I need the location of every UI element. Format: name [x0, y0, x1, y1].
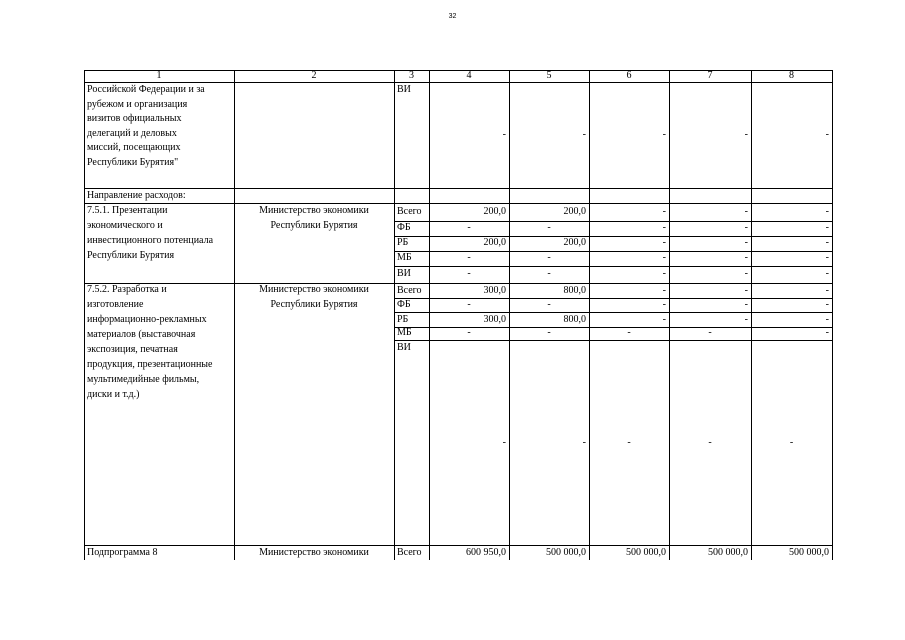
value-cell: - [708, 437, 712, 448]
value-cell: - [627, 437, 631, 448]
row-description-line: Подпрограмма 8 [87, 547, 158, 558]
value-cell: 300,0 [483, 314, 506, 325]
value-cell: 600 950,0 [466, 547, 506, 558]
row-description-line: диски и т.д.) [87, 389, 140, 400]
grid-line [394, 70, 395, 560]
column-header: 5 [546, 70, 552, 81]
grid-line [84, 70, 85, 560]
value-cell: - [744, 285, 748, 296]
value-cell: - [825, 327, 829, 338]
value-cell: - [662, 299, 666, 310]
funding-source: Всего [397, 206, 422, 217]
value-cell: - [744, 252, 748, 263]
value-cell: - [547, 299, 551, 310]
value-cell: - [825, 314, 829, 325]
value-cell: - [467, 268, 471, 279]
value-cell: - [582, 437, 586, 448]
row-description-line: материалов (выставочная [87, 329, 196, 340]
funding-source: ВИ [397, 84, 411, 95]
section-label: Направление расходов: [87, 190, 186, 201]
responsible-executor: Министерство экономики [259, 547, 369, 558]
row-description-line: экономического и [87, 220, 163, 231]
value-cell: - [547, 222, 551, 233]
value-cell: - [825, 222, 829, 233]
grid-line [832, 70, 833, 560]
row-description-line: изготовление [87, 299, 144, 310]
value-cell: - [467, 327, 471, 338]
value-cell: - [662, 314, 666, 325]
value-cell: - [662, 268, 666, 279]
funding-source: ФБ [397, 299, 411, 310]
row-description-line: Республики Бурятия [87, 250, 175, 261]
grid-line [84, 188, 833, 189]
responsible-executor: Министерство экономики [259, 284, 369, 295]
value-cell: 200,0 [483, 206, 506, 217]
value-cell: - [825, 285, 829, 296]
row-description-line: 7.5.2. Разработка и [87, 284, 167, 295]
responsible-executor: Республики Бурятия [270, 299, 358, 310]
responsible-executor: Республики Бурятия [270, 220, 358, 231]
row-description-line: миссий, посещающих [87, 142, 181, 154]
column-header: 6 [626, 70, 632, 81]
value-cell: 500 000,0 [789, 547, 829, 558]
value-cell: - [547, 252, 551, 263]
row-description-line: мультимедийные фильмы, [87, 374, 200, 385]
column-header: 2 [311, 70, 317, 81]
value-cell: - [825, 237, 829, 248]
value-cell: - [744, 237, 748, 248]
value-cell: 800,0 [563, 285, 586, 296]
value-cell: 200,0 [563, 237, 586, 248]
row-description-line: инвестиционного потенциала [87, 235, 214, 246]
value-cell: - [825, 252, 829, 263]
column-header: 8 [789, 70, 794, 81]
value-cell: - [467, 299, 471, 310]
value-cell: 500 000,0 [626, 547, 666, 558]
row-description-line: продукция, презентационные [87, 359, 213, 370]
value-cell: - [744, 129, 748, 140]
funding-source: Всего [397, 547, 422, 558]
value-cell: - [744, 268, 748, 279]
value-cell: - [708, 327, 712, 338]
value-cell: - [467, 222, 471, 233]
value-cell: 800,0 [563, 314, 586, 325]
value-cell: - [744, 206, 748, 217]
funding-source: МБ [397, 327, 412, 338]
row-description-line: рубежом и организация [87, 98, 188, 110]
value-cell: 300,0 [483, 285, 506, 296]
value-cell: - [502, 437, 506, 448]
value-cell: - [662, 222, 666, 233]
value-cell: - [825, 206, 829, 217]
budget-table [84, 70, 833, 560]
funding-source: РБ [397, 314, 409, 325]
funding-source: МБ [397, 252, 412, 263]
value-cell: - [502, 129, 506, 140]
column-header: 1 [156, 70, 162, 81]
funding-source: РБ [397, 237, 409, 248]
funding-source: ВИ [397, 342, 411, 353]
funding-source: ФБ [397, 222, 411, 233]
column-header: 4 [466, 70, 472, 81]
value-cell: 500 000,0 [708, 547, 748, 558]
column-header: 7 [707, 70, 713, 81]
row-description-line: 7.5.1. Презентации [87, 205, 168, 216]
value-cell: - [744, 314, 748, 325]
responsible-executor: Министерство экономики [259, 205, 369, 216]
row-description-line: экспозиция, печатная [87, 344, 178, 355]
value-cell: - [662, 252, 666, 263]
row-description-line: визитов официальных [87, 113, 182, 125]
value-cell: - [825, 268, 829, 279]
funding-source: Всего [397, 285, 422, 296]
row-description-line: Российской Федерации и за [87, 84, 205, 95]
value-cell: 500 000,0 [546, 547, 586, 558]
value-cell: - [662, 129, 666, 140]
value-cell: - [662, 237, 666, 248]
value-cell: 200,0 [483, 237, 506, 248]
value-cell: - [662, 285, 666, 296]
grid-line [234, 70, 235, 560]
value-cell: - [825, 299, 829, 310]
value-cell: - [662, 206, 666, 217]
value-cell: - [789, 437, 794, 448]
value-cell: - [627, 327, 631, 338]
row-description-line: делегаций и деловых [87, 127, 177, 139]
value-cell: - [547, 327, 551, 338]
value-cell: - [582, 129, 586, 140]
page-number: 32 [448, 13, 457, 20]
value-cell: - [744, 299, 748, 310]
value-cell: - [825, 129, 829, 140]
grid-line [84, 203, 833, 204]
row-description-line: информационно-рекламных [87, 314, 207, 325]
value-cell: 200,0 [563, 206, 586, 217]
value-cell: - [547, 268, 551, 279]
value-cell: - [467, 252, 471, 263]
row-description-line: Республики Бурятия" [87, 157, 179, 168]
column-header: 3 [409, 70, 414, 81]
value-cell: - [744, 222, 748, 233]
funding-source: ВИ [397, 268, 411, 279]
